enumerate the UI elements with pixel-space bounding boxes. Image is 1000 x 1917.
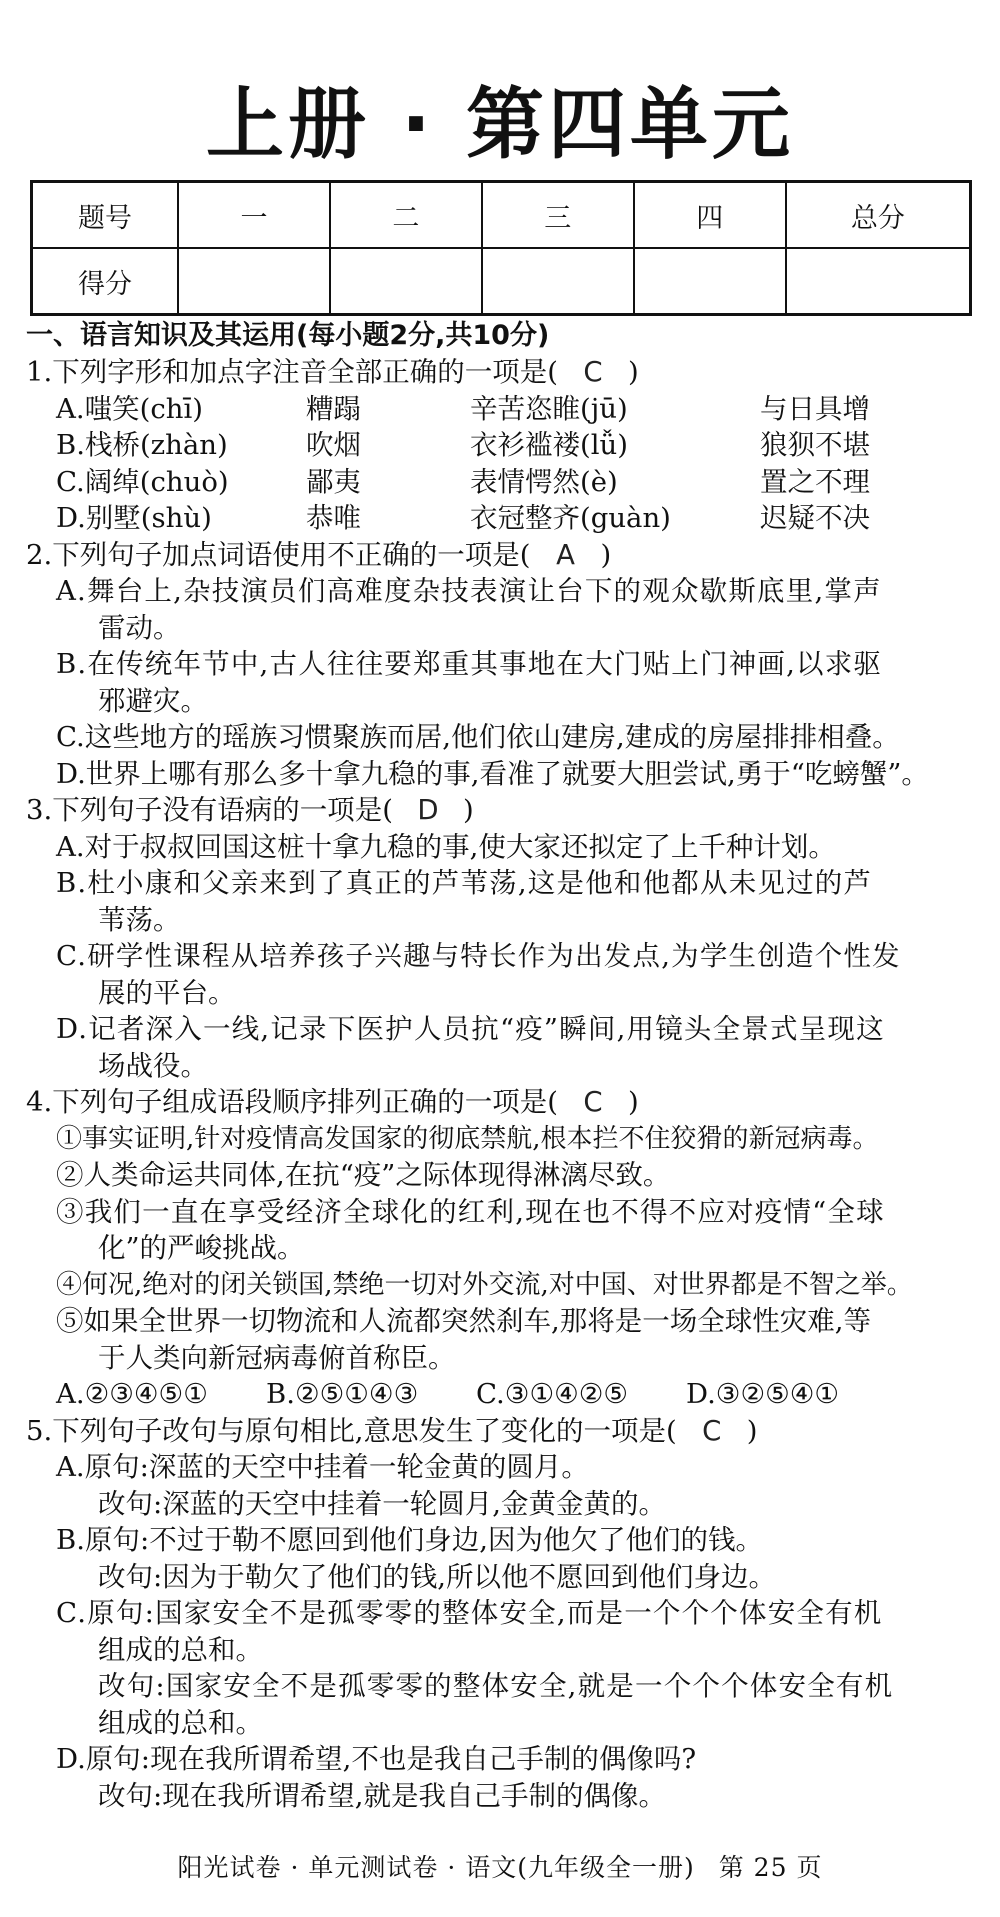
option-line: A.舞台上,杂技演员们高难度杂技表演让台下的观众歇斯底里,掌声 [56, 575, 882, 607]
option-continuation: 雷动。 [98, 611, 181, 644]
table-cell: 三 [482, 182, 634, 249]
option-line: C.研学性课程从培养孩子兴趣与特长作为出发点,为学生创造个性发 [56, 940, 901, 972]
sentence-continuation: 于人类向新冠病毒俯首称臣。 [98, 1341, 456, 1374]
option-line: D.记者深入一线,记录下医护人员抗“疫”瞬间,用镜头全景式呈现这 [56, 1013, 885, 1045]
option-cell: 糟蹋 [306, 392, 361, 425]
page-footer [0, 1848, 1000, 1884]
choice-row [26, 1376, 976, 1413]
table-cell: 总分 [786, 182, 971, 249]
sentence-line: ①事实证明,针对疫情高发国家的彻底禁航,根本拦不住狡猾的新冠病毒。 [56, 1123, 879, 1154]
choice-item: D.③②⑤④① [686, 1378, 840, 1410]
table-cell: 四 [634, 182, 786, 249]
stem-text: 3.下列句子没有语病的一项是( [26, 794, 393, 826]
table-cell: 一 [178, 182, 330, 249]
table-cell: 题号 [32, 182, 179, 249]
option-line: B.在传统年节中,古人往往要郑重其事地在大门贴上门神画,以求驱 [56, 648, 883, 680]
section-heading: 一、语言知识及其运用(每小题2分,共10分) [26, 320, 550, 351]
page-number: 第 25 页 [718, 1853, 823, 1882]
score-input-cell[interactable] [330, 248, 482, 315]
question-stem [26, 792, 976, 829]
stem-end: ) [600, 538, 612, 571]
option-cell: 置之不理 [760, 465, 870, 498]
score-input-cell[interactable] [482, 248, 634, 315]
score-table [30, 180, 972, 316]
score-table-header-row [32, 182, 971, 249]
sentence-line: ④何况,绝对的闭关锁国,禁绝一切对外交流,对中国、对世界都是不智之举。 [56, 1269, 913, 1300]
stem-text: 1.下列字形和加点字注音全部正确的一项是( [26, 356, 558, 388]
option-row [26, 391, 976, 428]
table-cell: 得分 [32, 248, 179, 315]
option-cell: 吹烟 [306, 429, 361, 461]
stem-text: 4.下列句子组成语段顺序排列正确的一项是( [26, 1086, 558, 1118]
score-table-score-row [32, 248, 971, 315]
option-cell: 表情愕然(è) [470, 465, 618, 498]
option-continuation: 场战役。 [98, 1049, 208, 1082]
stem-end: ) [627, 1086, 639, 1118]
option-line: B.杜小康和父亲来到了真正的芦苇荡,这是他和他都从未见过的芦 [56, 867, 873, 899]
option-line: A.原句:深蓝的天空中挂着一轮金黄的圆月。 [56, 1451, 589, 1483]
question-stem [26, 1413, 976, 1450]
choice-item: A.②③④⑤① [56, 1378, 208, 1410]
score-input-cell[interactable] [786, 248, 971, 315]
option-line: A.对于叔叔回国这桩十拿九稳的事,使大家还拟定了上千种计划。 [56, 830, 836, 863]
sentence-line: ②人类命运共同体,在抗“疫”之际体现得淋漓尽致。 [56, 1159, 671, 1191]
answer-mark: C [583, 356, 603, 388]
option-cell: 辛苦恣睢(jū) [470, 392, 628, 425]
sentence-continuation: 化”的严峻挑战。 [98, 1232, 305, 1264]
option-line: B.原句:不过于勒不愿回到他们身边,因为他欠了他们的钱。 [56, 1524, 763, 1556]
page-title: 上册 · 第四单元 [206, 80, 794, 170]
option-line: D.原句:现在我所谓希望,不也是我自己手制的偶像吗? [56, 1743, 697, 1775]
option-cell: 衣冠整齐(guàn) [470, 502, 671, 534]
answer-mark: A [556, 538, 575, 571]
option-cell: C.阔绰(chuò) [56, 465, 229, 498]
option-continuation: 苇荡。 [98, 903, 181, 936]
answer-mark: C [583, 1086, 603, 1118]
stem-text: 2.下列句子加点词语使用不正确的一项是( [26, 538, 531, 571]
answer-mark: D [417, 794, 439, 826]
score-input-cell[interactable] [634, 248, 786, 315]
option-continuation: 组成的总和。 [98, 1706, 263, 1739]
option-continuation: 展的平台。 [98, 976, 236, 1009]
question-stem [26, 1084, 976, 1121]
sentence-line: ⑤如果全世界一切物流和人流都突然刹车,那将是一场全球性灾难,等 [56, 1305, 871, 1337]
choice-item: C.③①④②⑤ [476, 1378, 629, 1410]
option-row [26, 500, 976, 537]
question-stem [26, 354, 976, 391]
question-stem [26, 537, 976, 574]
option-cell: 与日具增 [760, 392, 870, 425]
revised-sentence: 改句:深蓝的天空中挂着一轮圆月,金黄金黄的。 [98, 1487, 667, 1520]
option-line: C.这些地方的瑶族习惯聚族而居,他们依山建房,建成的房屋排排相叠。 [56, 721, 900, 753]
revised-sentence: 改句:因为于勒欠了他们的钱,所以他不愿回到他们身边。 [98, 1560, 777, 1593]
option-row [26, 464, 976, 501]
option-line: D.世界上哪有那么多十拿九稳的事,看准了就要大胆尝试,勇于“吃螃蟹”。 [56, 757, 929, 790]
option-cell: B.栈桥(zhàn) [56, 429, 228, 461]
option-cell: A.嗤笑(chī) [56, 392, 203, 425]
option-continuation: 邪避灾。 [98, 684, 208, 717]
option-line: C.原句:国家安全不是孤零零的整体安全,而是一个个个体安全有机 [56, 1597, 883, 1629]
answer-mark: C [702, 1414, 722, 1447]
option-cell: 狼狈不堪 [760, 429, 870, 461]
option-cell: 恭唯 [306, 502, 361, 534]
table-cell: 二 [330, 182, 482, 249]
option-cell: D.别墅(shù) [56, 502, 212, 534]
footer-text: 阳光试卷 · 单元测试卷 · 语文(九年级全一册) [177, 1853, 695, 1882]
stem-text: 5.下列句子改句与原句相比,意思发生了变化的一项是( [26, 1414, 677, 1447]
option-cell: 衣衫褴褛(lǚ) [470, 429, 628, 461]
revised-sentence: 改句:国家安全不是孤零零的整体安全,就是一个个个体安全有机 [98, 1670, 894, 1702]
questions-section [26, 318, 976, 1814]
option-continuation: 组成的总和。 [98, 1633, 263, 1666]
option-cell: 迟疑不决 [760, 502, 870, 534]
option-cell: 鄙夷 [306, 465, 361, 498]
stem-end: ) [462, 794, 474, 826]
score-input-cell[interactable] [178, 248, 330, 315]
revised-sentence: 改句:现在我所谓希望,就是我自己手制的偶像。 [98, 1779, 667, 1812]
stem-end: ) [627, 356, 639, 388]
option-row [26, 427, 976, 464]
stem-end: ) [746, 1414, 758, 1447]
choice-item: B.②⑤①④③ [266, 1378, 419, 1410]
sentence-line: ③我们一直在享受经济全球化的红利,现在也不得不应对疫情“全球 [56, 1195, 885, 1228]
